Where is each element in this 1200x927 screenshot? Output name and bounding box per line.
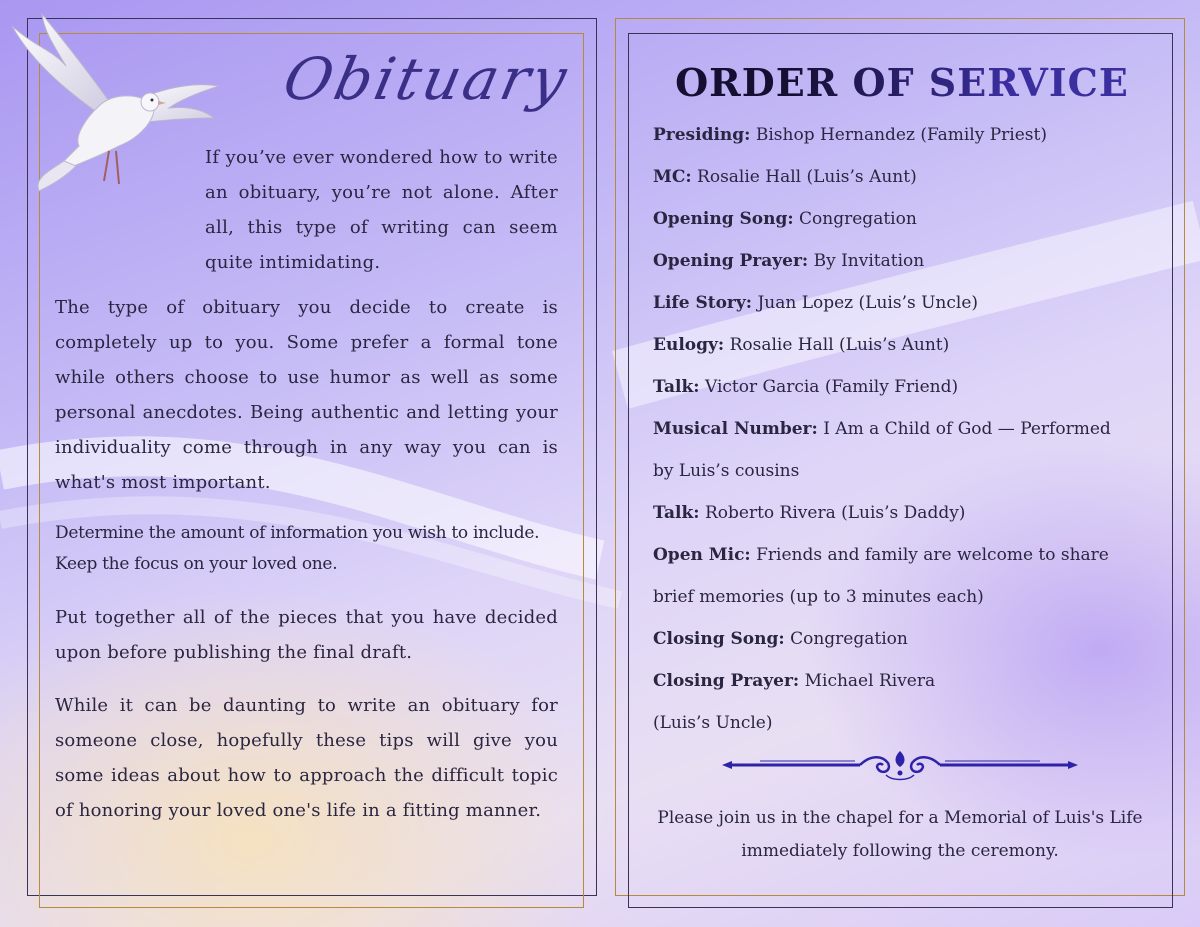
service-item-closing-prayer — [653, 660, 1163, 702]
obituary-paragraph-2: Determine the amount of information you wish to include. Keep the focus on your loved one. — [55, 523, 540, 574]
memorial-note — [630, 802, 1170, 868]
obituary-intro: If you’ve ever wondered how to write an obituary, you’re not alone. After all, this type of writing can seem quite intimidating. — [205, 147, 558, 273]
service-item-label: Life Story: — [653, 293, 753, 313]
service-item-label: Talk: — [653, 377, 700, 397]
service-item-label: Opening Song: — [653, 209, 794, 229]
service-item-label: Open Mic: — [653, 545, 751, 565]
service-item-open-mic — [653, 534, 1163, 576]
obituary-paragraph-4: While it can be daunting to write an obituary for someone close, hopefully these tips will give you some ideas about how to approach the difficult topic of honoring your loved one's life in a fitting manner. — [55, 695, 558, 821]
service-item-musical-number — [653, 408, 1163, 450]
service-item-value: Michael Rivera — [804, 671, 936, 691]
service-item-value: Rosalie Hall (Luis’s Aunt) — [729, 335, 950, 355]
service-item-value: Roberto Rivera (Luis’s Daddy) — [704, 503, 966, 523]
service-item-talk-2 — [653, 492, 1163, 534]
obituary-paragraph-1: The type of obituary you decide to create is completely up to you. Some prefer a formal tone while others choose to use humor as well as some personal anecdotes. Being authentic and letting your individuality come through in any way you can is what's most important. — [55, 297, 558, 493]
order-of-service-title: ORDER OF SERVICE — [628, 58, 1176, 108]
service-item-label: Opening Prayer: — [653, 251, 809, 271]
service-item-open-mic-continued — [653, 576, 1163, 618]
ornamental-divider-icon — [720, 745, 1080, 785]
memorial-note-line-2: immediately following the ceremony. — [741, 841, 1059, 861]
service-item-value: Bishop Hernandez (Family Priest) — [755, 125, 1047, 145]
service-item-continuation: (Luis’s Uncle) — [653, 713, 773, 733]
service-item-opening-song — [653, 198, 1163, 240]
service-item-value: Congregation — [790, 629, 908, 649]
service-item-label: Musical Number: — [653, 419, 818, 439]
service-item-mc — [653, 156, 1163, 198]
service-item-value: Rosalie Hall (Luis’s Aunt) — [697, 167, 917, 187]
service-item-continuation: by Luis’s cousins — [653, 461, 800, 481]
service-item-musical-number-continued — [653, 450, 1163, 492]
service-item-label: Eulogy: — [653, 335, 725, 355]
service-item-label: Presiding: — [653, 125, 751, 145]
service-item-value: I Am a Child of God — Performed — [823, 419, 1111, 439]
service-item-closing-prayer-continued — [653, 702, 1163, 744]
service-item-presiding — [653, 114, 1163, 156]
service-item-continuation: brief memories (up to 3 minutes each) — [653, 587, 984, 607]
service-item-talk-1 — [653, 366, 1163, 408]
service-item-value: By Invitation — [813, 251, 925, 271]
service-item-value: Friends and family are welcome to share — [756, 545, 1109, 565]
service-item-opening-prayer — [653, 240, 1163, 282]
service-item-label: MC: — [653, 167, 692, 187]
obituary-paragraph-3: Put together all of the pieces that you have decided upon before publishing the final draft. — [55, 607, 558, 663]
service-item-value: Victor Garcia (Family Friend) — [704, 377, 959, 397]
service-item-label: Closing Prayer: — [653, 671, 800, 691]
service-item-value: Juan Lopez (Luis’s Uncle) — [757, 293, 979, 313]
service-item-value: Congregation — [799, 209, 917, 229]
service-program-list — [653, 114, 1163, 744]
obituary-title: Obituary — [277, 45, 576, 113]
memorial-note-line-1: Please join us in the chapel for a Memorial of Luis's Life — [657, 808, 1143, 828]
service-item-eulogy — [653, 324, 1163, 366]
service-item-label: Closing Song: — [653, 629, 785, 649]
dove-icon — [4, 6, 224, 216]
service-item-life-story — [653, 282, 1163, 324]
service-item-closing-song — [653, 618, 1163, 660]
service-item-label: Talk: — [653, 503, 700, 523]
